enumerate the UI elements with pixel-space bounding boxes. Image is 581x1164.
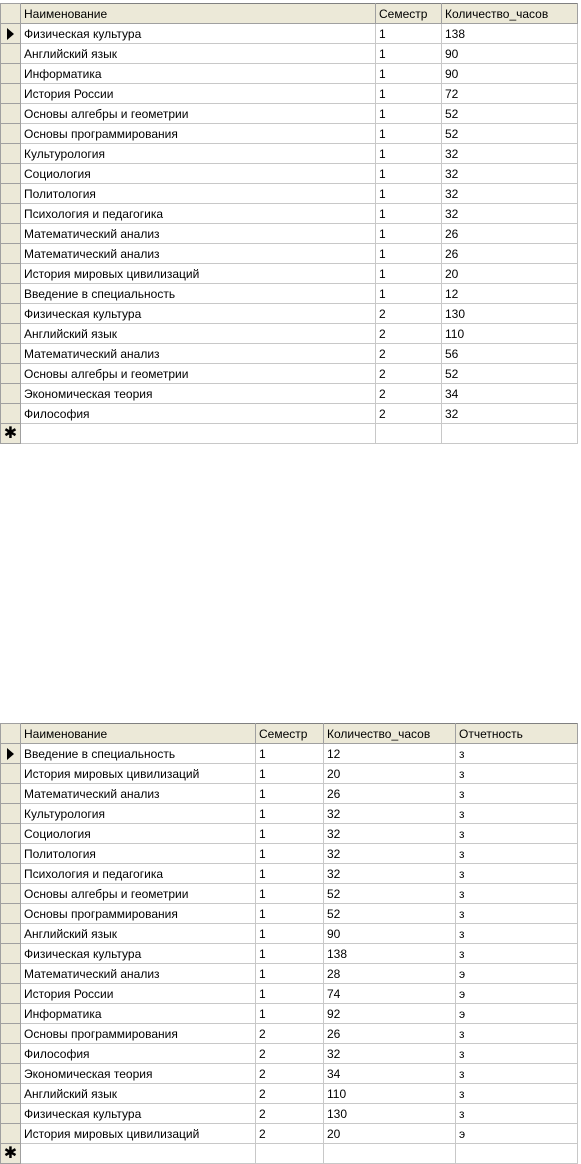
cell-semester[interactable]: 1 [376,104,442,124]
cell-hours[interactable]: 20 [324,1124,456,1144]
current-row-arrow-icon [7,748,14,760]
table-row[interactable] [1,1024,578,1044]
table-row[interactable] [1,364,578,384]
cell-name[interactable]: Основы алгебры и геометрии [21,884,256,904]
cell-name[interactable]: Психология и педагогика [21,864,256,884]
cell-semester[interactable]: 2 [256,1064,324,1084]
cell-hours[interactable]: 52 [442,364,578,384]
cell-reporting[interactable]: з [456,924,578,944]
table-row[interactable] [1,1084,578,1104]
cell-hours[interactable]: 130 [324,1104,456,1124]
table-row[interactable] [1,984,578,1004]
cell-hours[interactable]: 20 [324,764,456,784]
table-row[interactable] [1,184,578,204]
cell-reporting[interactable]: з [456,804,578,824]
row-selector[interactable] [1,364,21,384]
cell-semester[interactable]: 1 [376,144,442,164]
cell-name[interactable]: Физическая культура [21,944,256,964]
cell-name[interactable]: Английский язык [21,1084,256,1104]
cell-reporting[interactable]: э [456,984,578,1004]
column-header-semester[interactable]: Семестр [376,4,442,24]
cell-hours[interactable]: 110 [442,324,578,344]
cell-hours[interactable]: 52 [324,904,456,924]
row-selector[interactable] [1,1104,21,1124]
new-record-icon: ✱ [3,1144,18,1162]
cell-name[interactable]: Экономическая теория [21,1064,256,1084]
table-row[interactable] [1,304,578,324]
select-all-corner[interactable] [1,724,21,744]
cell-semester[interactable]: 2 [256,1124,324,1144]
table-row[interactable] [1,924,578,944]
cell-name[interactable]: Информатика [21,64,376,84]
cell-name[interactable]: Математический анализ [21,784,256,804]
current-row-arrow-icon [7,28,14,40]
table-row[interactable] [1,344,578,364]
cell-semester[interactable]: 1 [376,204,442,224]
row-selector[interactable] [1,1064,21,1084]
table-row[interactable] [1,164,578,184]
cell-hours[interactable]: 130 [442,304,578,324]
cell-hours[interactable]: 32 [442,164,578,184]
column-header-hours[interactable]: Количество_часов [324,724,456,744]
cell-semester[interactable]: 1 [376,184,442,204]
column-header-name[interactable]: Наименование [21,4,376,24]
cell-name[interactable]: Культурология [21,804,256,824]
cell-semester[interactable]: 2 [256,1044,324,1064]
cell-reporting[interactable]: з [456,904,578,924]
row-selector[interactable] [1,424,21,444]
row-selector[interactable] [1,864,21,884]
cell-hours[interactable]: 34 [442,384,578,404]
cell-reporting[interactable]: э [456,964,578,984]
cell-reporting[interactable]: э [456,1124,578,1144]
cell-semester[interactable]: 1 [256,864,324,884]
new-record-row[interactable] [1,1144,578,1164]
cell-semester[interactable]: 2 [376,364,442,384]
row-selector[interactable] [1,944,21,964]
column-header-reporting[interactable]: Отчетность [456,724,578,744]
header-row [1,4,578,24]
cell-hours[interactable]: 52 [324,884,456,904]
cell-semester[interactable]: 1 [376,124,442,144]
cell-name[interactable]: Философия [21,404,376,424]
cell-name[interactable]: История мировых цивилизаций [21,764,256,784]
cell-hours[interactable]: 90 [442,64,578,84]
table-row[interactable] [1,964,578,984]
cell-hours[interactable]: 32 [324,1044,456,1064]
table-row[interactable] [1,1064,578,1084]
table-row[interactable] [1,64,578,84]
cell-hours[interactable]: 32 [324,804,456,824]
cell-name[interactable]: Социология [21,824,256,844]
table-row[interactable] [1,224,578,244]
table-row[interactable] [1,144,578,164]
row-selector[interactable] [1,824,21,844]
cell-reporting[interactable]: з [456,1044,578,1064]
cell-hours[interactable]: 26 [442,224,578,244]
cell-semester[interactable]: 2 [256,1084,324,1104]
cell-hours[interactable]: 56 [442,344,578,364]
row-selector[interactable] [1,984,21,1004]
new-record-row[interactable] [1,424,578,444]
table-row[interactable] [1,824,578,844]
cell-name[interactable]: Введение в специальность [21,744,256,764]
row-selector[interactable] [1,1044,21,1064]
cell-hours[interactable]: 32 [324,844,456,864]
table-row[interactable] [1,804,578,824]
cell-semester[interactable]: 1 [376,164,442,184]
cell-hours[interactable]: 32 [324,824,456,844]
cell-name[interactable]: Введение в специальность [21,284,376,304]
row-selector[interactable] [1,384,21,404]
row-selector[interactable] [1,124,21,144]
cell-reporting[interactable]: з [456,1024,578,1044]
cell-hours[interactable]: 34 [324,1064,456,1084]
table-row[interactable] [1,1124,578,1144]
table-row[interactable] [1,1104,578,1124]
row-selector[interactable] [1,164,21,184]
cell-semester[interactable]: 2 [376,304,442,324]
table-row[interactable] [1,324,578,344]
cell-semester[interactable]: 1 [256,984,324,1004]
cell-name[interactable]: Культурология [21,144,376,164]
row-selector[interactable] [1,1004,21,1024]
row-selector[interactable] [1,64,21,84]
cell-name[interactable]: Физическая культура [21,304,376,324]
row-selector[interactable] [1,764,21,784]
cell-hours[interactable]: 12 [442,284,578,304]
cell-semester[interactable]: 1 [256,784,324,804]
new-cell-name[interactable] [21,424,376,444]
cell-reporting[interactable]: з [456,884,578,904]
table-row[interactable] [1,764,578,784]
cell-semester[interactable]: 1 [256,1004,324,1024]
cell-semester[interactable]: 1 [256,904,324,924]
cell-name[interactable]: История мировых цивилизаций [21,1124,256,1144]
row-selector[interactable] [1,744,21,764]
cell-semester[interactable]: 2 [376,344,442,364]
cell-semester[interactable]: 1 [376,44,442,64]
table-row[interactable] [1,44,578,64]
cell-hours[interactable]: 26 [324,1024,456,1044]
cell-name[interactable]: Экономическая теория [21,384,376,404]
cell-hours[interactable]: 20 [442,264,578,284]
cell-hours[interactable]: 138 [442,24,578,44]
row-selector[interactable] [1,304,21,324]
new-cell-semester[interactable] [376,424,442,444]
column-header-semester[interactable]: Семестр [256,724,324,744]
cell-semester[interactable]: 2 [376,324,442,344]
cell-hours[interactable]: 110 [324,1084,456,1104]
cell-hours[interactable]: 32 [442,144,578,164]
cell-name[interactable]: История мировых цивилизаций [21,264,376,284]
row-selector[interactable] [1,244,21,264]
row-selector[interactable] [1,1144,21,1164]
row-selector[interactable] [1,104,21,124]
cell-reporting[interactable]: з [456,1104,578,1124]
cell-name[interactable]: Информатика [21,1004,256,1024]
cell-hours[interactable]: 52 [442,124,578,144]
cell-name[interactable]: Английский язык [21,324,376,344]
row-selector[interactable] [1,204,21,224]
cell-name[interactable]: История России [21,984,256,1004]
select-all-corner[interactable] [1,4,21,24]
table-row[interactable] [1,904,578,924]
new-cell-semester[interactable] [256,1144,324,1164]
cell-name[interactable]: Английский язык [21,924,256,944]
new-cell-hours[interactable] [442,424,578,444]
cell-reporting[interactable]: з [456,864,578,884]
cell-semester[interactable]: 2 [376,384,442,404]
row-selector[interactable] [1,324,21,344]
new-cell-name[interactable] [21,1144,256,1164]
cell-semester[interactable]: 1 [376,224,442,244]
cell-hours[interactable]: 32 [324,864,456,884]
table-row[interactable] [1,104,578,124]
cell-name[interactable]: Основы алгебры и геометрии [21,104,376,124]
table-row[interactable] [1,784,578,804]
cell-reporting[interactable]: з [456,784,578,804]
row-selector[interactable] [1,1124,21,1144]
row-selector[interactable] [1,1024,21,1044]
cell-reporting[interactable]: з [456,1084,578,1104]
cell-name[interactable]: История России [21,84,376,104]
cell-semester[interactable]: 1 [256,824,324,844]
cell-reporting[interactable]: з [456,764,578,784]
cell-reporting[interactable]: э [456,1004,578,1024]
cell-name[interactable]: Физическая культура [21,1104,256,1124]
cell-name[interactable]: Политология [21,184,376,204]
cell-hours[interactable]: 92 [324,1004,456,1024]
cell-reporting[interactable]: з [456,1064,578,1084]
table-row[interactable] [1,244,578,264]
table-row[interactable] [1,944,578,964]
cell-hours[interactable]: 32 [442,204,578,224]
cell-name[interactable]: Физическая культура [21,24,376,44]
cell-hours[interactable]: 138 [324,944,456,964]
cell-hours[interactable]: 90 [324,924,456,944]
row-selector[interactable] [1,224,21,244]
row-selector[interactable] [1,884,21,904]
row-selector[interactable] [1,784,21,804]
cell-semester[interactable]: 1 [256,924,324,944]
table-row[interactable] [1,264,578,284]
row-selector[interactable] [1,24,21,44]
cell-reporting[interactable]: з [456,844,578,864]
row-selector[interactable] [1,84,21,104]
row-selector[interactable] [1,264,21,284]
cell-name[interactable]: Социология [21,164,376,184]
cell-semester[interactable]: 1 [376,84,442,104]
table-row[interactable] [1,744,578,764]
cell-name[interactable]: Математический анализ [21,244,376,264]
cell-hours[interactable]: 90 [442,44,578,64]
column-header-name[interactable]: Наименование [21,724,256,744]
row-selector[interactable] [1,44,21,64]
cell-name[interactable]: Основы алгебры и геометрии [21,364,376,384]
cell-name[interactable]: Математический анализ [21,224,376,244]
new-cell-reporting[interactable] [456,1144,578,1164]
table-row[interactable] [1,1044,578,1064]
cell-name[interactable]: Политология [21,844,256,864]
datasheet-table-2[interactable] [0,723,578,1164]
table-row[interactable] [1,1004,578,1024]
datasheet-table-1[interactable] [0,3,578,444]
row-selector[interactable] [1,284,21,304]
row-selector[interactable] [1,184,21,204]
cell-name[interactable]: Математический анализ [21,344,376,364]
cell-hours[interactable]: 28 [324,964,456,984]
table-row[interactable] [1,24,578,44]
cell-semester[interactable]: 1 [256,944,324,964]
cell-hours[interactable]: 74 [324,984,456,1004]
cell-semester[interactable]: 1 [376,264,442,284]
cell-semester[interactable]: 1 [256,844,324,864]
row-selector[interactable] [1,964,21,984]
header-row [1,724,578,744]
table-row[interactable] [1,864,578,884]
cell-hours[interactable]: 52 [442,104,578,124]
cell-semester[interactable]: 2 [376,404,442,424]
row-selector[interactable] [1,404,21,424]
table-row[interactable] [1,404,578,424]
cell-name[interactable]: Английский язык [21,44,376,64]
cell-semester[interactable]: 1 [376,24,442,44]
cell-hours[interactable]: 32 [442,404,578,424]
table-row[interactable] [1,124,578,144]
cell-semester[interactable]: 1 [376,64,442,84]
table-row[interactable] [1,204,578,224]
cell-reporting[interactable]: з [456,744,578,764]
cell-semester[interactable]: 1 [256,744,324,764]
cell-hours[interactable]: 12 [324,744,456,764]
cell-reporting[interactable]: з [456,824,578,844]
row-selector[interactable] [1,344,21,364]
table-row[interactable] [1,844,578,864]
cell-semester[interactable]: 1 [376,284,442,304]
cell-semester[interactable]: 2 [256,1024,324,1044]
row-selector[interactable] [1,804,21,824]
cell-name[interactable]: Основы программирования [21,124,376,144]
row-selector[interactable] [1,904,21,924]
cell-reporting[interactable]: з [456,944,578,964]
cell-semester[interactable]: 1 [256,884,324,904]
cell-semester[interactable]: 1 [256,764,324,784]
cell-semester[interactable]: 1 [256,804,324,824]
row-selector[interactable] [1,144,21,164]
table-row[interactable] [1,884,578,904]
cell-name[interactable]: Основы программирования [21,1024,256,1044]
cell-semester[interactable]: 2 [256,1104,324,1124]
table-row[interactable] [1,384,578,404]
cell-name[interactable]: Математический анализ [21,964,256,984]
column-header-hours[interactable]: Количество_часов [442,4,578,24]
cell-semester[interactable]: 1 [256,964,324,984]
cell-semester[interactable]: 1 [376,244,442,264]
row-selector[interactable] [1,924,21,944]
table-row[interactable] [1,284,578,304]
cell-name[interactable]: Основы программирования [21,904,256,924]
new-cell-hours[interactable] [324,1144,456,1164]
cell-name[interactable]: Философия [21,1044,256,1064]
row-selector[interactable] [1,1084,21,1104]
cell-hours[interactable]: 26 [442,244,578,264]
row-selector[interactable] [1,844,21,864]
cell-hours[interactable]: 26 [324,784,456,804]
cell-hours[interactable]: 32 [442,184,578,204]
table-row[interactable] [1,84,578,104]
cell-name[interactable]: Психология и педагогика [21,204,376,224]
cell-hours[interactable]: 72 [442,84,578,104]
new-record-icon: ✱ [3,424,18,442]
